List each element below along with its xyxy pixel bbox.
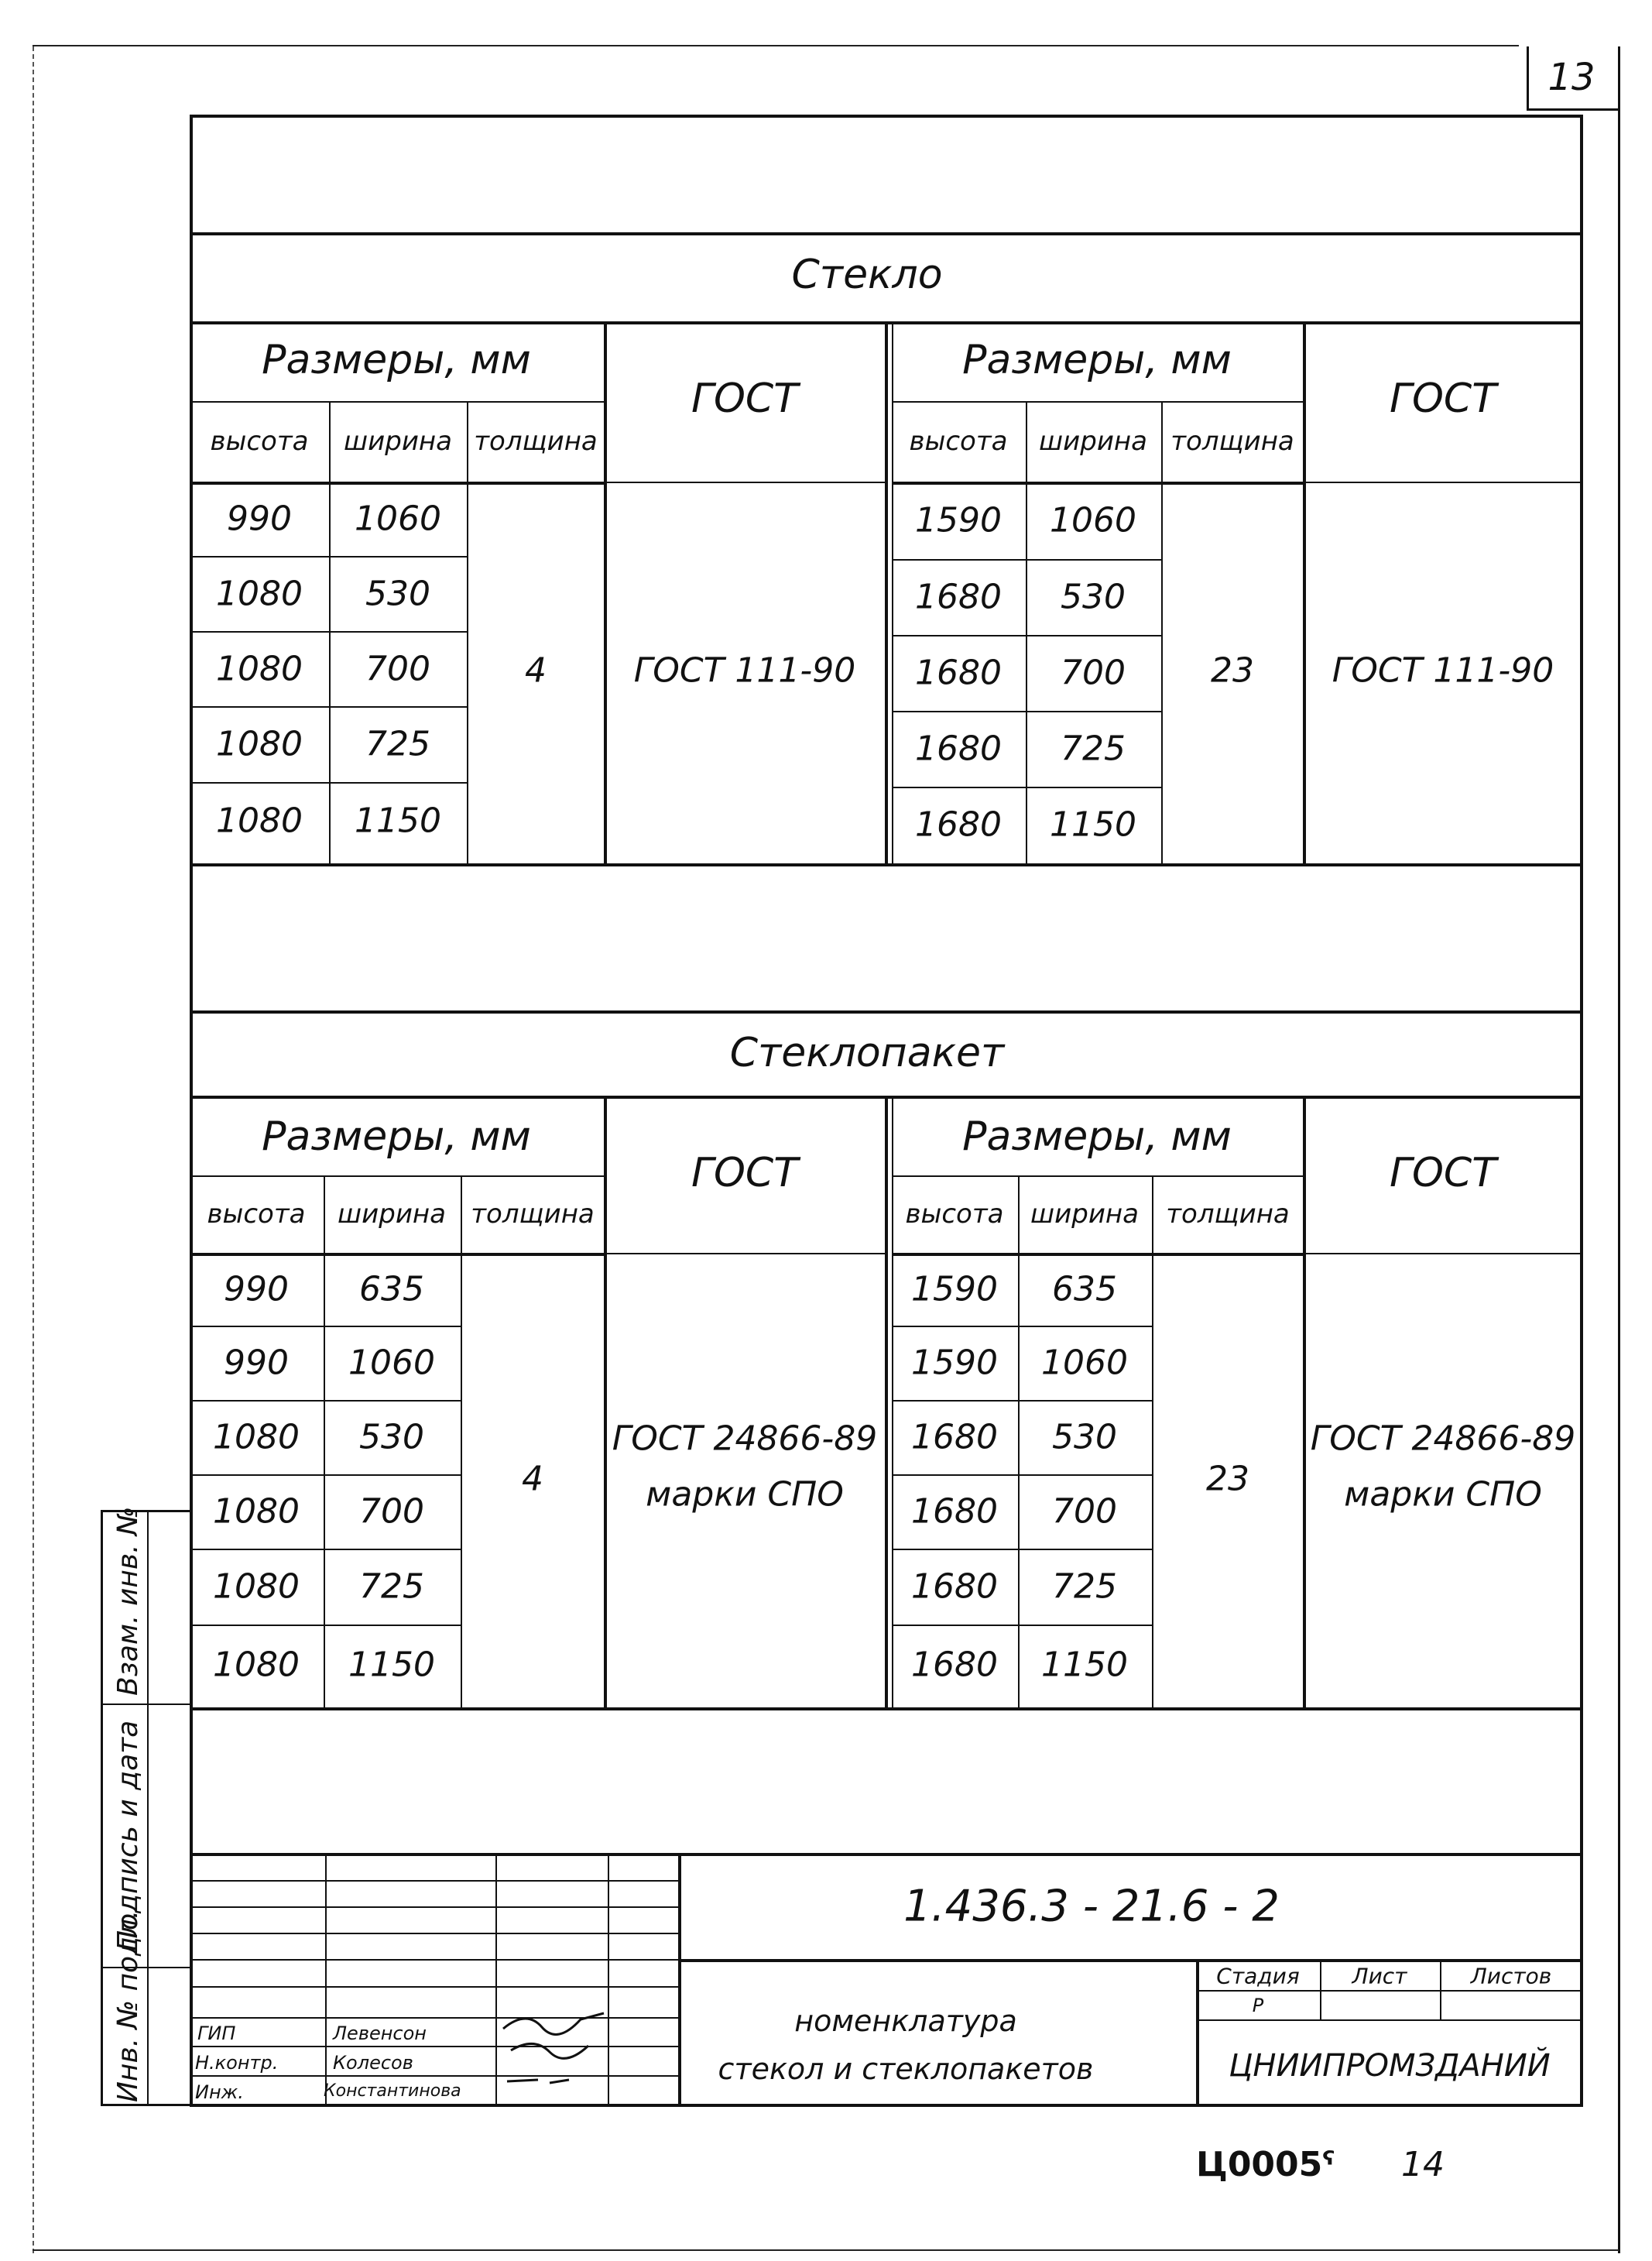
col-height: высота: [909, 426, 1008, 457]
glass-right-width: 700: [1061, 653, 1126, 693]
glass-left-height: 1080: [216, 649, 303, 689]
rule: [1161, 401, 1163, 863]
rule: [678, 1959, 1583, 1962]
unit-right-width: 635: [1052, 1269, 1117, 1309]
left-margin-line: [33, 46, 34, 2253]
rule: [604, 321, 607, 863]
rule: [892, 1549, 1152, 1550]
unit-left-width: 1060: [348, 1343, 435, 1383]
rule: [190, 782, 467, 784]
rule: [1303, 1096, 1306, 1707]
glass-gost-header-left: ГОСТ: [691, 376, 798, 422]
glass-left-width: 700: [365, 649, 430, 689]
glass-right-gost: ГОСТ 111-90: [1332, 650, 1554, 691]
rule: [190, 1175, 604, 1177]
rule: [190, 1400, 461, 1402]
col-width: ширина: [1030, 1199, 1139, 1230]
rule: [892, 1096, 893, 1707]
role-engineer: Инж.: [195, 2081, 244, 2103]
rule: [892, 1326, 1152, 1327]
glass-right-width: 1060: [1050, 500, 1136, 540]
unit-right-width: 530: [1052, 1417, 1117, 1457]
rule: [892, 482, 1303, 485]
rule: [892, 321, 893, 863]
rule: [604, 1096, 607, 1707]
glass-right-width: 530: [1061, 577, 1126, 617]
rule: [678, 1853, 681, 2107]
rule: [190, 706, 467, 708]
side-label-replacement: Взам. инв. №: [112, 1506, 144, 1696]
col-width: ширина: [338, 1199, 446, 1230]
rule: [190, 1625, 461, 1626]
glass-size-header-left: Размеры, мм: [262, 337, 531, 383]
side-label-signature: Подпись и дата: [112, 1720, 144, 1951]
rule: [190, 1549, 461, 1550]
signature-marks: [495, 2005, 612, 2106]
name-norm-control: Колесов: [333, 2052, 413, 2074]
rule: [892, 1625, 1152, 1626]
glass-left-height: 1080: [216, 574, 303, 614]
unit-left-width: 635: [359, 1269, 424, 1309]
glass-gost-header-right: ГОСТ: [1390, 376, 1496, 422]
rule: [467, 401, 468, 863]
rule: [190, 232, 1583, 235]
unit-left-height: 1080: [213, 1645, 300, 1685]
glass-unit-section-title: Стеклопакет: [729, 1030, 1005, 1076]
role-norm-control: Н.контр.: [195, 2052, 279, 2074]
unit-left-height: 1080: [213, 1491, 300, 1532]
rule: [892, 1400, 1152, 1402]
glass-right-height: 1590: [915, 500, 1002, 540]
unit-right-height: 1680: [911, 1566, 998, 1607]
rule: [1303, 1253, 1583, 1254]
rule: [1440, 1959, 1441, 2019]
unit-right-width: 1150: [1041, 1645, 1128, 1685]
glass-right-height: 1680: [915, 577, 1002, 617]
sheet-label: Лист: [1352, 1963, 1407, 1989]
col-thickness: толщина: [1166, 1199, 1290, 1230]
unit-left-width: 700: [359, 1491, 424, 1532]
unit-left-height: 990: [224, 1269, 289, 1309]
unit-left-width: 725: [359, 1566, 424, 1607]
rule: [892, 787, 1161, 788]
rule: [190, 1326, 461, 1327]
rule: [1320, 1959, 1321, 2019]
rule: [1196, 1959, 1199, 2107]
rule: [147, 1510, 149, 2106]
col-height: высота: [210, 426, 309, 457]
name-gip: Левенсон: [333, 2023, 427, 2044]
rule: [190, 1253, 604, 1256]
rule: [892, 1474, 1152, 1476]
rule: [190, 1474, 461, 1476]
glass-right-height: 1680: [915, 805, 1002, 845]
unit-left-height: 1080: [213, 1417, 300, 1457]
glass-left-width: 725: [365, 724, 430, 764]
glass-left-height: 1080: [216, 724, 303, 764]
col-height: высота: [207, 1199, 306, 1230]
unit-right-gost-grade: марки СПО: [1344, 1474, 1542, 1515]
unit-right-height: 1680: [911, 1417, 998, 1457]
rule: [190, 1906, 678, 1908]
rule: [190, 1707, 1583, 1710]
unit-left-width: 530: [359, 1417, 424, 1457]
role-gip: ГИП: [197, 2023, 236, 2044]
glass-right-height: 1680: [915, 653, 1002, 693]
rule: [1303, 482, 1583, 483]
bottom-frame-line: [33, 2249, 1619, 2251]
rule: [892, 1175, 1303, 1177]
rule: [190, 1853, 1583, 1856]
top-frame-line: [33, 45, 1519, 46]
document-code: 1.436.3 - 21.6 - 2: [903, 1881, 1280, 1932]
col-thickness: толщина: [474, 426, 598, 457]
rule: [101, 1703, 190, 1705]
unit-right-width: 1060: [1041, 1343, 1128, 1383]
unit-right-height: 1590: [911, 1269, 998, 1309]
sheets-label: Листов: [1470, 1963, 1552, 1989]
rule: [892, 559, 1161, 561]
unit-right-width: 700: [1052, 1491, 1117, 1532]
document-name-line2: стекол и стеклопакетов: [718, 2052, 1094, 2086]
glass-left-thickness: 4: [525, 650, 547, 691]
rule: [1303, 321, 1306, 863]
col-height: высота: [905, 1199, 1004, 1230]
rule: [892, 401, 1303, 403]
name-engineer: Константинова: [324, 2081, 461, 2101]
document-name-line1: номенклатура: [794, 2004, 1017, 2038]
rule: [190, 1880, 678, 1882]
rule: [604, 1253, 885, 1254]
rule: [1152, 1175, 1153, 1707]
unit-right-height: 1680: [911, 1491, 998, 1532]
glass-unit-size-header-left: Размеры, мм: [262, 1113, 531, 1160]
rule: [190, 556, 467, 558]
rule: [461, 1175, 462, 1707]
stage-value: Р: [1252, 1995, 1264, 2016]
glass-right-width: 1150: [1050, 805, 1136, 845]
glass-section-title: Стекло: [791, 252, 943, 298]
side-label-inventory: Инв. № подл.: [112, 1909, 144, 2102]
rule: [190, 863, 1583, 866]
unit-right-height: 1680: [911, 1645, 998, 1685]
unit-right-gost: ГОСТ 24866-89: [1310, 1419, 1576, 1459]
rule: [324, 1175, 325, 1707]
glass-right-height: 1680: [915, 729, 1002, 769]
rule: [190, 1959, 678, 1961]
unit-right-height: 1590: [911, 1343, 998, 1383]
rule: [604, 482, 885, 483]
glass-size-header-right: Размеры, мм: [962, 337, 1232, 383]
glass-unit-gost-header-right: ГОСТ: [1390, 1150, 1496, 1196]
right-frame-line: [1618, 46, 1620, 2253]
unit-right-thickness: 23: [1206, 1459, 1249, 1499]
archive-stamp: Ц0005ˁ: [1196, 2145, 1334, 2184]
rule: [1018, 1175, 1020, 1707]
rule: [1026, 401, 1027, 863]
glass-left-height: 990: [227, 499, 292, 539]
page-number: 13: [1547, 56, 1595, 99]
unit-left-height: 990: [224, 1343, 289, 1383]
rule: [892, 635, 1161, 636]
rule: [190, 401, 604, 403]
glass-unit-size-header-right: Размеры, мм: [962, 1113, 1232, 1160]
rule: [190, 482, 604, 485]
unit-left-gost: ГОСТ 24866-89: [612, 1419, 878, 1459]
glass-right-width: 725: [1061, 729, 1126, 769]
unit-left-gost-grade: марки СПО: [646, 1474, 844, 1515]
archive-stamp-number: 14: [1401, 2145, 1445, 2184]
glass-left-width: 1060: [355, 499, 441, 539]
rule: [1196, 2019, 1583, 2021]
rule: [892, 711, 1161, 712]
rule: [325, 1853, 327, 2107]
rule: [190, 1933, 678, 1934]
unit-left-thickness: 4: [522, 1459, 543, 1499]
col-thickness: толщина: [1170, 426, 1294, 457]
unit-left-height: 1080: [213, 1566, 300, 1607]
col-width: ширина: [1039, 426, 1147, 457]
rule: [1196, 1990, 1583, 1992]
glass-left-width: 1150: [355, 801, 441, 841]
glass-unit-gost-header-left: ГОСТ: [691, 1150, 798, 1196]
unit-right-width: 725: [1052, 1566, 1117, 1607]
col-thickness: толщина: [471, 1199, 595, 1230]
col-width: ширина: [344, 426, 452, 457]
stage-label: Стадия: [1216, 1963, 1300, 1989]
glass-right-thickness: 23: [1211, 650, 1254, 691]
rule: [885, 321, 888, 863]
rule: [892, 1253, 1303, 1256]
rule: [885, 1096, 888, 1707]
glass-left-gost: ГОСТ 111-90: [633, 650, 856, 691]
rule: [190, 631, 467, 633]
glass-left-height: 1080: [216, 801, 303, 841]
rule: [190, 1010, 1583, 1014]
glass-left-width: 530: [365, 574, 430, 614]
unit-left-width: 1150: [348, 1645, 435, 1685]
organization-name: ЦНИИПРОМЗДАНИЙ: [1229, 2048, 1551, 2084]
rule: [190, 1986, 678, 1988]
